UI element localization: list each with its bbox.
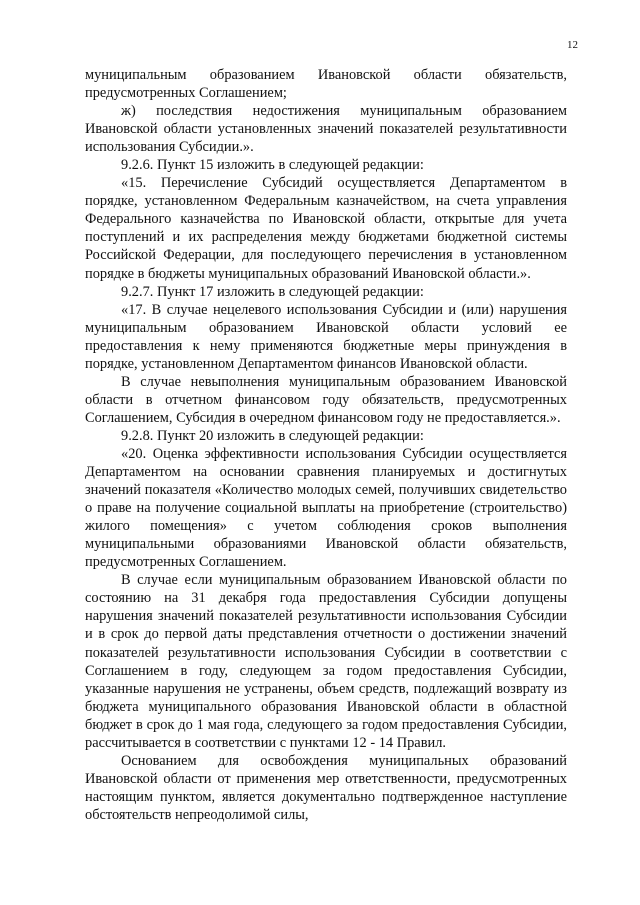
paragraph: «20. Оценка эффективности использования Субсидии осуществляется Департаментом на основании сравнения планируемых и достигнутых значений показателя «Количество молодых семей, получивших свидетельство о праве на получение социальной выплаты на приобретение (строительство) жилого помещения» с учетом соблюдения сроков выполнения муниципальными образованиями Ивановской области обязательств, предусмотренных Соглашением. [85, 445, 567, 571]
paragraph: 9.2.8. Пункт 20 изложить в следующей редакции: [121, 427, 424, 444]
page-number: 12 [567, 39, 578, 51]
paragraph: Основанием для освобождения муниципальных образований Ивановской области от применения мер ответственности, предусмотренных настоящим пунктом, является документально подтвержденное наступление обстоятельств непреодолимой силы, [85, 752, 567, 823]
document-body [85, 66, 567, 824]
paragraph: «17. В случае нецелевого использования Субсидии и (или) нарушения муниципальным образованием Ивановской области условий ее предоставления к нему применяются бюджетные меры принуждения в порядке, установленном Департаментом финансов Ивановской области. [85, 301, 567, 372]
paragraph: В случае невыполнения муниципальным образованием Ивановской области в отчетном финансовом году обязательств, предусмотренных Соглашением, Субсидия в очередном финансовом году не предоставляется.». [85, 373, 567, 426]
paragraph: «15. Перечисление Субсидий осуществляется Департаментом в порядке, установленном Федеральным казначейством, на счета управления Федерального казначейства по Ивановской области, открытые для учета поступлений и их распределения между бюджетами бюджетной системы Российской Федерации, для последующего перечисления в установленном порядке в бюджеты муниципальных образований Ивановской области.». [85, 175, 567, 282]
paragraph: муниципальным образованием Ивановской области обязательств, предусмотренных Соглашением; [85, 67, 567, 102]
paragraph: 9.2.7. Пункт 17 изложить в следующей редакции: [121, 283, 424, 300]
paragraph: В случае если муниципальным образованием Ивановской области по состоянию на 31 декабря года предоставления Субсидии допущены нарушения значений показателей результативности использования Субсидии и в срок до первой даты представления отчетности о достижении значений показателей результативности использования Субсидии в соответствии с Соглашением в году, следующем за годом предоставления Субсидии, указанные нарушения не устранены, объем средств, подлежащий возврату из бюджета муниципального образования Ивановской области в областной бюджет в срок до 1 мая года, следующего за годом предоставления Субсидии, рассчитывается в соответствии с пунктами 12 - 14 Правил. [85, 572, 567, 751]
paragraph: 9.2.6. Пункт 15 изложить в следующей редакции: [121, 157, 424, 174]
paragraph: ж) последствия недостижения муниципальным образованием Ивановской области установленных значений показателей результативности использования Субсидии.». [85, 103, 567, 156]
